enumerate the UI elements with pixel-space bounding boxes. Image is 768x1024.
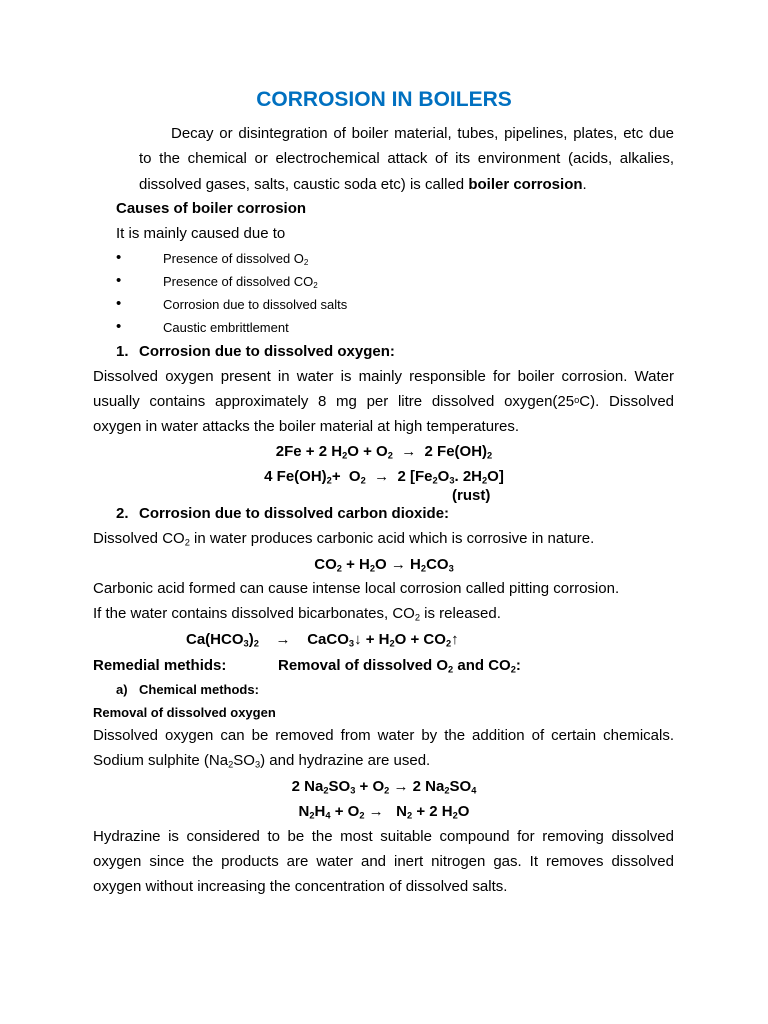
bullet-icon: • (116, 295, 122, 312)
section-2-line-1: Dissolved $CO_2$ in water produces carbonic acid which is corrosive in nature. (93, 530, 595, 548)
section-2-line-3: If the water contains dissolved bicarbonates, $CO_2$ is released. (93, 605, 501, 623)
removal-line-1: Dissolved oxygen can be removed from water by the addition of certain chemicals. (93, 727, 674, 744)
equation-carbonic-acid: $CO_2 + H_2O \to H_2CO_3$ (314, 556, 454, 574)
intro-line-3 (139, 176, 587, 194)
section-1-number: 1. (116, 343, 129, 360)
causes-item: Presence of dissolved $CO_2$ (163, 274, 318, 290)
closing-line-1: Hydrazine is considered to be the most suitable compound for removing dissolved (93, 828, 674, 845)
equation-hydrazine: $N_2H_4 + O_2 \to N_2 + 2$ $H_2O$ (298, 803, 470, 821)
chemical-methods-heading: Chemical methods: (139, 682, 259, 697)
causes-lead: It is mainly caused due to (116, 225, 286, 242)
equation-bicarbonate: $Ca(HCO_3)_2$ → CaCO$_3$↓ + $H_2O$ + $CO_2↑$ (186, 631, 459, 649)
remedial-label: Remedial methids: (93, 657, 227, 674)
causes-item: Presence of dissolved $O_2$ (163, 251, 309, 267)
chemical-methods-label: a) (116, 682, 128, 697)
section-1-line-1: Dissolved oxygen present in water is mainly responsible for boiler corrosion. Water (93, 368, 674, 385)
rust-label: (rust) (452, 487, 491, 504)
bullet-icon: • (116, 318, 122, 335)
section-2-number: 2. (116, 505, 129, 522)
intro-line-3-text: dissolved gases, salts, caustic soda etc) is called (139, 176, 465, 193)
page-title: CORROSION IN BOILERS (256, 88, 512, 111)
section-2-heading: Corrosion due to dissolved carbon dioxide: (139, 505, 450, 522)
intro-boiler-corrosion-term: boiler corrosion (468, 176, 583, 193)
intro-line-1: Decay or disintegration of boiler material, tubes, pipelines, plates, etc due (171, 125, 674, 142)
intro-line-3-end: . (582, 176, 587, 193)
causes-item: Corrosion due to dissolved salts (163, 297, 348, 312)
removal-oxygen-subheading: Removal of dissolved oxygen (93, 705, 276, 720)
causes-item: Caustic embrittlement (163, 320, 289, 335)
section-1-heading: Corrosion due to dissolved oxygen: (139, 343, 395, 360)
intro-line-2: to the chemical or electrochemical attack of its environment (acids, alkalies, (139, 150, 674, 167)
causes-heading: Causes of boiler corrosion (116, 200, 307, 217)
bullet-icon: • (116, 249, 122, 266)
section-1-line-2: usually contains approximately 8 mg per litre dissolved oxygen(25$^o$C). Dissolved (93, 393, 675, 410)
removal-line-2: Sodium sulphite $(Na_2SO_3)$ and hydrazine are used. (93, 752, 431, 770)
section-2-line-2: Carbonic acid formed can cause intense local corrosion called pitting corrosion. (93, 580, 620, 597)
closing-line-2: oxygen since the products are water and inert nitrogen gas. It removes dissolved (93, 853, 674, 870)
bullet-icon: • (116, 272, 122, 289)
closing-line-3: oxygen without increasing the concentration of dissolved salts. (93, 878, 508, 895)
section-1-line-3: oxygen in water attacks the boiler material at high temperatures. (93, 418, 520, 435)
equation-rust: 4 $Fe(OH)_2+ O_2 \to 2$ [$Fe_2O_3$. $2H_2O$] (264, 468, 504, 486)
equation-sulphite: 2 $Na_2SO_3 + O_2 \to 2$ $Na_2SO_4$ (291, 778, 477, 796)
equation-iron-hydroxide: 2Fe + 2 $H_2O + O_2 \to 2$ $Fe(OH)_2$ (275, 443, 493, 461)
removal-heading: Removal of dissolved $O_2$ and $CO_2$: (278, 657, 521, 675)
